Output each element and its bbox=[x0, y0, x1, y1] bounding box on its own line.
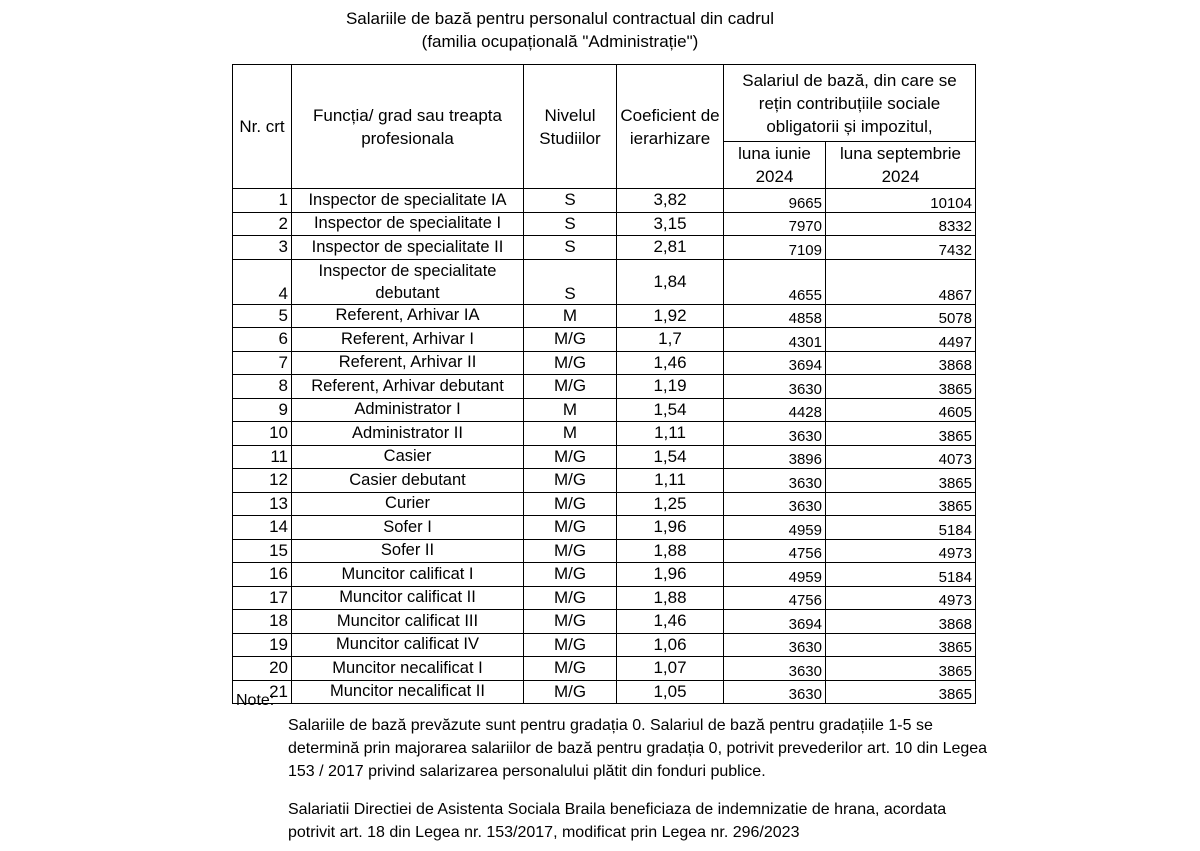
table-row bbox=[233, 445, 976, 469]
row-salariu-iunie-cell: 3630 bbox=[724, 469, 826, 493]
row-salariu-septembrie-cell: 3865 bbox=[826, 375, 976, 399]
table-row bbox=[233, 259, 976, 304]
row-salariu-septembrie-cell: 4073 bbox=[826, 445, 976, 469]
row-coeficient-cell: 1,07 bbox=[617, 657, 724, 681]
row-nivel-cell: S bbox=[524, 189, 617, 213]
row-nr-cell: 19 bbox=[233, 633, 292, 657]
row-salariu-iunie-cell: 4428 bbox=[724, 398, 826, 422]
row-coeficient-cell: 1,96 bbox=[617, 563, 724, 587]
document-title: Salariile de bază pentru personalul contractual din cadrul bbox=[345, 9, 775, 28]
row-salariu-septembrie-cell: 3865 bbox=[826, 657, 976, 681]
row-nivel-cell: M/G bbox=[524, 445, 617, 469]
row-salariu-iunie-cell: 9665 bbox=[724, 189, 826, 213]
row-functia-cell: Muncitor calificat IV bbox=[292, 633, 524, 657]
row-functia-cell: Administrator I bbox=[292, 398, 524, 422]
row-coeficient-cell: 1,05 bbox=[617, 680, 724, 704]
row-coeficient-cell: 1,54 bbox=[617, 398, 724, 422]
table-row bbox=[233, 351, 976, 375]
row-functia-cell: Inspector de specialitate II bbox=[292, 236, 524, 260]
notes-label: Note: bbox=[236, 692, 275, 709]
table-row bbox=[233, 328, 976, 352]
row-nr-cell: 8 bbox=[233, 375, 292, 399]
row-nr-cell: 12 bbox=[233, 469, 292, 493]
row-salariu-septembrie-cell: 4497 bbox=[826, 328, 976, 352]
row-nivel-cell: M bbox=[524, 304, 617, 328]
row-salariu-iunie-cell: 3630 bbox=[724, 422, 826, 446]
row-salariu-septembrie-cell: 3865 bbox=[826, 469, 976, 493]
row-salariu-septembrie-cell: 3865 bbox=[826, 633, 976, 657]
row-nivel-cell: M/G bbox=[524, 375, 617, 399]
row-salariu-iunie-cell: 4655 bbox=[724, 259, 826, 304]
row-functia-cell: Referent, Arhivar debutant bbox=[292, 375, 524, 399]
table-row bbox=[233, 422, 976, 446]
row-nivel-cell: M/G bbox=[524, 539, 617, 563]
row-nr-cell: 21 bbox=[233, 680, 292, 704]
table-row bbox=[233, 657, 976, 681]
row-nr-cell: 16 bbox=[233, 563, 292, 587]
row-functia-cell: Muncitor calificat I bbox=[292, 563, 524, 587]
row-salariu-septembrie-cell: 8332 bbox=[826, 212, 976, 236]
row-salariu-septembrie-cell: 5184 bbox=[826, 516, 976, 540]
row-salariu-iunie-cell: 3630 bbox=[724, 657, 826, 681]
table-row bbox=[233, 469, 976, 493]
table-row bbox=[233, 492, 976, 516]
row-functia-cell: Casier debutant bbox=[292, 469, 524, 493]
row-coeficient-cell: 1,96 bbox=[617, 516, 724, 540]
row-coeficient-cell: 1,46 bbox=[617, 351, 724, 375]
row-nr-cell: 5 bbox=[233, 304, 292, 328]
row-nivel-cell: M/G bbox=[524, 328, 617, 352]
row-salariu-iunie-cell: 4959 bbox=[724, 516, 826, 540]
row-functia-cell: Muncitor necalificat II bbox=[292, 680, 524, 704]
header-luna-septembrie: luna septembrie 2024 bbox=[826, 142, 976, 189]
note-gradatie: Salariile de bază prevăzute sunt pentru gradația 0. Salariul de bază pentru gradațiile 1-5 se determină prin majorarea salariilor de bază pentru gradația 0, potrivit prevederilor art. 10 din Legea 153 / 2017 privind salarizarea personalului plătit din fonduri publice. bbox=[288, 717, 988, 780]
row-nivel-cell: M bbox=[524, 398, 617, 422]
row-nivel-cell: S bbox=[524, 212, 617, 236]
row-coeficient-cell: 2,81 bbox=[617, 236, 724, 260]
row-salariu-septembrie-cell: 3865 bbox=[826, 422, 976, 446]
row-nivel-cell: M/G bbox=[524, 469, 617, 493]
row-coeficient-cell: 1,7 bbox=[617, 328, 724, 352]
row-salariu-septembrie-cell: 7432 bbox=[826, 236, 976, 260]
row-functia-cell: Inspector de specialitate debutant bbox=[292, 259, 524, 304]
table-row bbox=[233, 633, 976, 657]
row-coeficient-cell: 1,84 bbox=[617, 259, 724, 304]
row-nr-cell: 13 bbox=[233, 492, 292, 516]
row-coeficient-cell: 1,11 bbox=[617, 469, 724, 493]
row-nr-cell: 20 bbox=[233, 657, 292, 681]
row-nivel-cell: M/G bbox=[524, 586, 617, 610]
table-row bbox=[233, 586, 976, 610]
row-nr-cell: 11 bbox=[233, 445, 292, 469]
row-nivel-cell: M/G bbox=[524, 657, 617, 681]
row-salariu-septembrie-cell: 3865 bbox=[826, 492, 976, 516]
row-salariu-septembrie-cell: 5184 bbox=[826, 563, 976, 587]
row-coeficient-cell: 3,15 bbox=[617, 212, 724, 236]
row-functia-cell: Inspector de specialitate IA bbox=[292, 189, 524, 213]
row-nivel-cell: M/G bbox=[524, 680, 617, 704]
row-coeficient-cell: 1,25 bbox=[617, 492, 724, 516]
row-salariu-septembrie-cell: 3865 bbox=[826, 680, 976, 704]
row-salariu-iunie-cell: 4756 bbox=[724, 586, 826, 610]
row-functia-cell: Inspector de specialitate I bbox=[292, 212, 524, 236]
row-functia-cell: Sofer I bbox=[292, 516, 524, 540]
row-functia-cell: Referent, Arhivar I bbox=[292, 328, 524, 352]
row-nivel-cell: M/G bbox=[524, 351, 617, 375]
row-functia-cell: Referent, Arhivar II bbox=[292, 351, 524, 375]
row-salariu-iunie-cell: 3630 bbox=[724, 492, 826, 516]
row-nr-cell: 1 bbox=[233, 189, 292, 213]
row-coeficient-cell: 1,06 bbox=[617, 633, 724, 657]
row-functia-cell: Muncitor calificat II bbox=[292, 586, 524, 610]
table-row bbox=[233, 610, 976, 634]
row-salariu-septembrie-cell: 4867 bbox=[826, 259, 976, 304]
row-nr-cell: 18 bbox=[233, 610, 292, 634]
row-nivel-cell: M bbox=[524, 422, 617, 446]
header-functia: Funcția/ grad sau treapta profesionala bbox=[292, 65, 524, 189]
row-salariu-septembrie-cell: 4973 bbox=[826, 539, 976, 563]
table-row bbox=[233, 539, 976, 563]
document-subtitle: (familia ocupațională "Administrație") bbox=[421, 32, 699, 51]
row-salariu-iunie-cell: 3896 bbox=[724, 445, 826, 469]
table-row bbox=[233, 375, 976, 399]
row-salariu-iunie-cell: 4756 bbox=[724, 539, 826, 563]
row-nr-cell: 2 bbox=[233, 212, 292, 236]
row-coeficient-cell: 1,92 bbox=[617, 304, 724, 328]
table-row bbox=[233, 304, 976, 328]
row-nr-cell: 7 bbox=[233, 351, 292, 375]
table-row bbox=[233, 398, 976, 422]
row-functia-cell: Muncitor necalificat I bbox=[292, 657, 524, 681]
header-coeficient: Coeficient de ierarhizare bbox=[617, 65, 724, 189]
row-nr-cell: 4 bbox=[233, 259, 292, 304]
header-nr-crt: Nr. crt bbox=[233, 65, 292, 189]
header-luna-iunie: luna iunie 2024 bbox=[724, 142, 826, 189]
row-nivel-cell: M/G bbox=[524, 633, 617, 657]
row-nr-cell: 10 bbox=[233, 422, 292, 446]
table-row bbox=[233, 516, 976, 540]
note-indemnizatie-hrana: Salariatii Directiei de Asistenta Sociala Braila beneficiaza de indemnizatie de hrana, acordata potrivit art. 18 din Legea nr. 153/2017, modificat prin Legea nr. 296/2023 bbox=[288, 801, 947, 841]
row-functia-cell: Casier bbox=[292, 445, 524, 469]
row-functia-cell: Muncitor calificat III bbox=[292, 610, 524, 634]
row-salariu-septembrie-cell: 4605 bbox=[826, 398, 976, 422]
header-nivel-studii: Nivelul Studiilor bbox=[524, 65, 617, 189]
row-salariu-iunie-cell: 4858 bbox=[724, 304, 826, 328]
row-nivel-cell: M/G bbox=[524, 563, 617, 587]
table-row bbox=[233, 189, 976, 213]
table-row bbox=[233, 563, 976, 587]
row-coeficient-cell: 3,82 bbox=[617, 189, 724, 213]
row-nr-cell: 15 bbox=[233, 539, 292, 563]
row-coeficient-cell: 1,46 bbox=[617, 610, 724, 634]
row-nr-cell: 14 bbox=[233, 516, 292, 540]
header-salariu-baza: Salariul de bază, din care se rețin contribuțiile sociale obligatorii și impozitul, bbox=[724, 65, 976, 142]
row-salariu-septembrie-cell: 4973 bbox=[826, 586, 976, 610]
row-functia-cell: Administrator II bbox=[292, 422, 524, 446]
table-row bbox=[233, 212, 976, 236]
row-salariu-iunie-cell: 3694 bbox=[724, 610, 826, 634]
row-nivel-cell: M/G bbox=[524, 610, 617, 634]
row-salariu-iunie-cell: 3630 bbox=[724, 680, 826, 704]
row-nivel-cell: M/G bbox=[524, 492, 617, 516]
row-nivel-cell: M/G bbox=[524, 516, 617, 540]
row-coeficient-cell: 1,11 bbox=[617, 422, 724, 446]
row-coeficient-cell: 1,54 bbox=[617, 445, 724, 469]
row-coeficient-cell: 1,88 bbox=[617, 586, 724, 610]
table-row bbox=[233, 680, 976, 704]
row-nr-cell: 6 bbox=[233, 328, 292, 352]
salary-table bbox=[232, 64, 976, 704]
row-functia-cell: Referent, Arhivar IA bbox=[292, 304, 524, 328]
row-coeficient-cell: 1,19 bbox=[617, 375, 724, 399]
row-salariu-iunie-cell: 3630 bbox=[724, 375, 826, 399]
row-salariu-septembrie-cell: 3868 bbox=[826, 610, 976, 634]
table-row bbox=[233, 236, 976, 260]
row-salariu-septembrie-cell: 10104 bbox=[826, 189, 976, 213]
row-nr-cell: 17 bbox=[233, 586, 292, 610]
row-salariu-iunie-cell: 4301 bbox=[724, 328, 826, 352]
row-nivel-cell: S bbox=[524, 236, 617, 260]
row-salariu-iunie-cell: 7970 bbox=[724, 212, 826, 236]
row-salariu-iunie-cell: 3694 bbox=[724, 351, 826, 375]
row-nr-cell: 9 bbox=[233, 398, 292, 422]
row-salariu-iunie-cell: 7109 bbox=[724, 236, 826, 260]
row-functia-cell: Curier bbox=[292, 492, 524, 516]
row-functia-cell: Sofer II bbox=[292, 539, 524, 563]
row-coeficient-cell: 1,88 bbox=[617, 539, 724, 563]
row-salariu-septembrie-cell: 3868 bbox=[826, 351, 976, 375]
row-salariu-iunie-cell: 4959 bbox=[724, 563, 826, 587]
row-nr-cell: 3 bbox=[233, 236, 292, 260]
row-nivel-cell: S bbox=[524, 259, 617, 304]
row-salariu-septembrie-cell: 5078 bbox=[826, 304, 976, 328]
row-salariu-iunie-cell: 3630 bbox=[724, 633, 826, 657]
